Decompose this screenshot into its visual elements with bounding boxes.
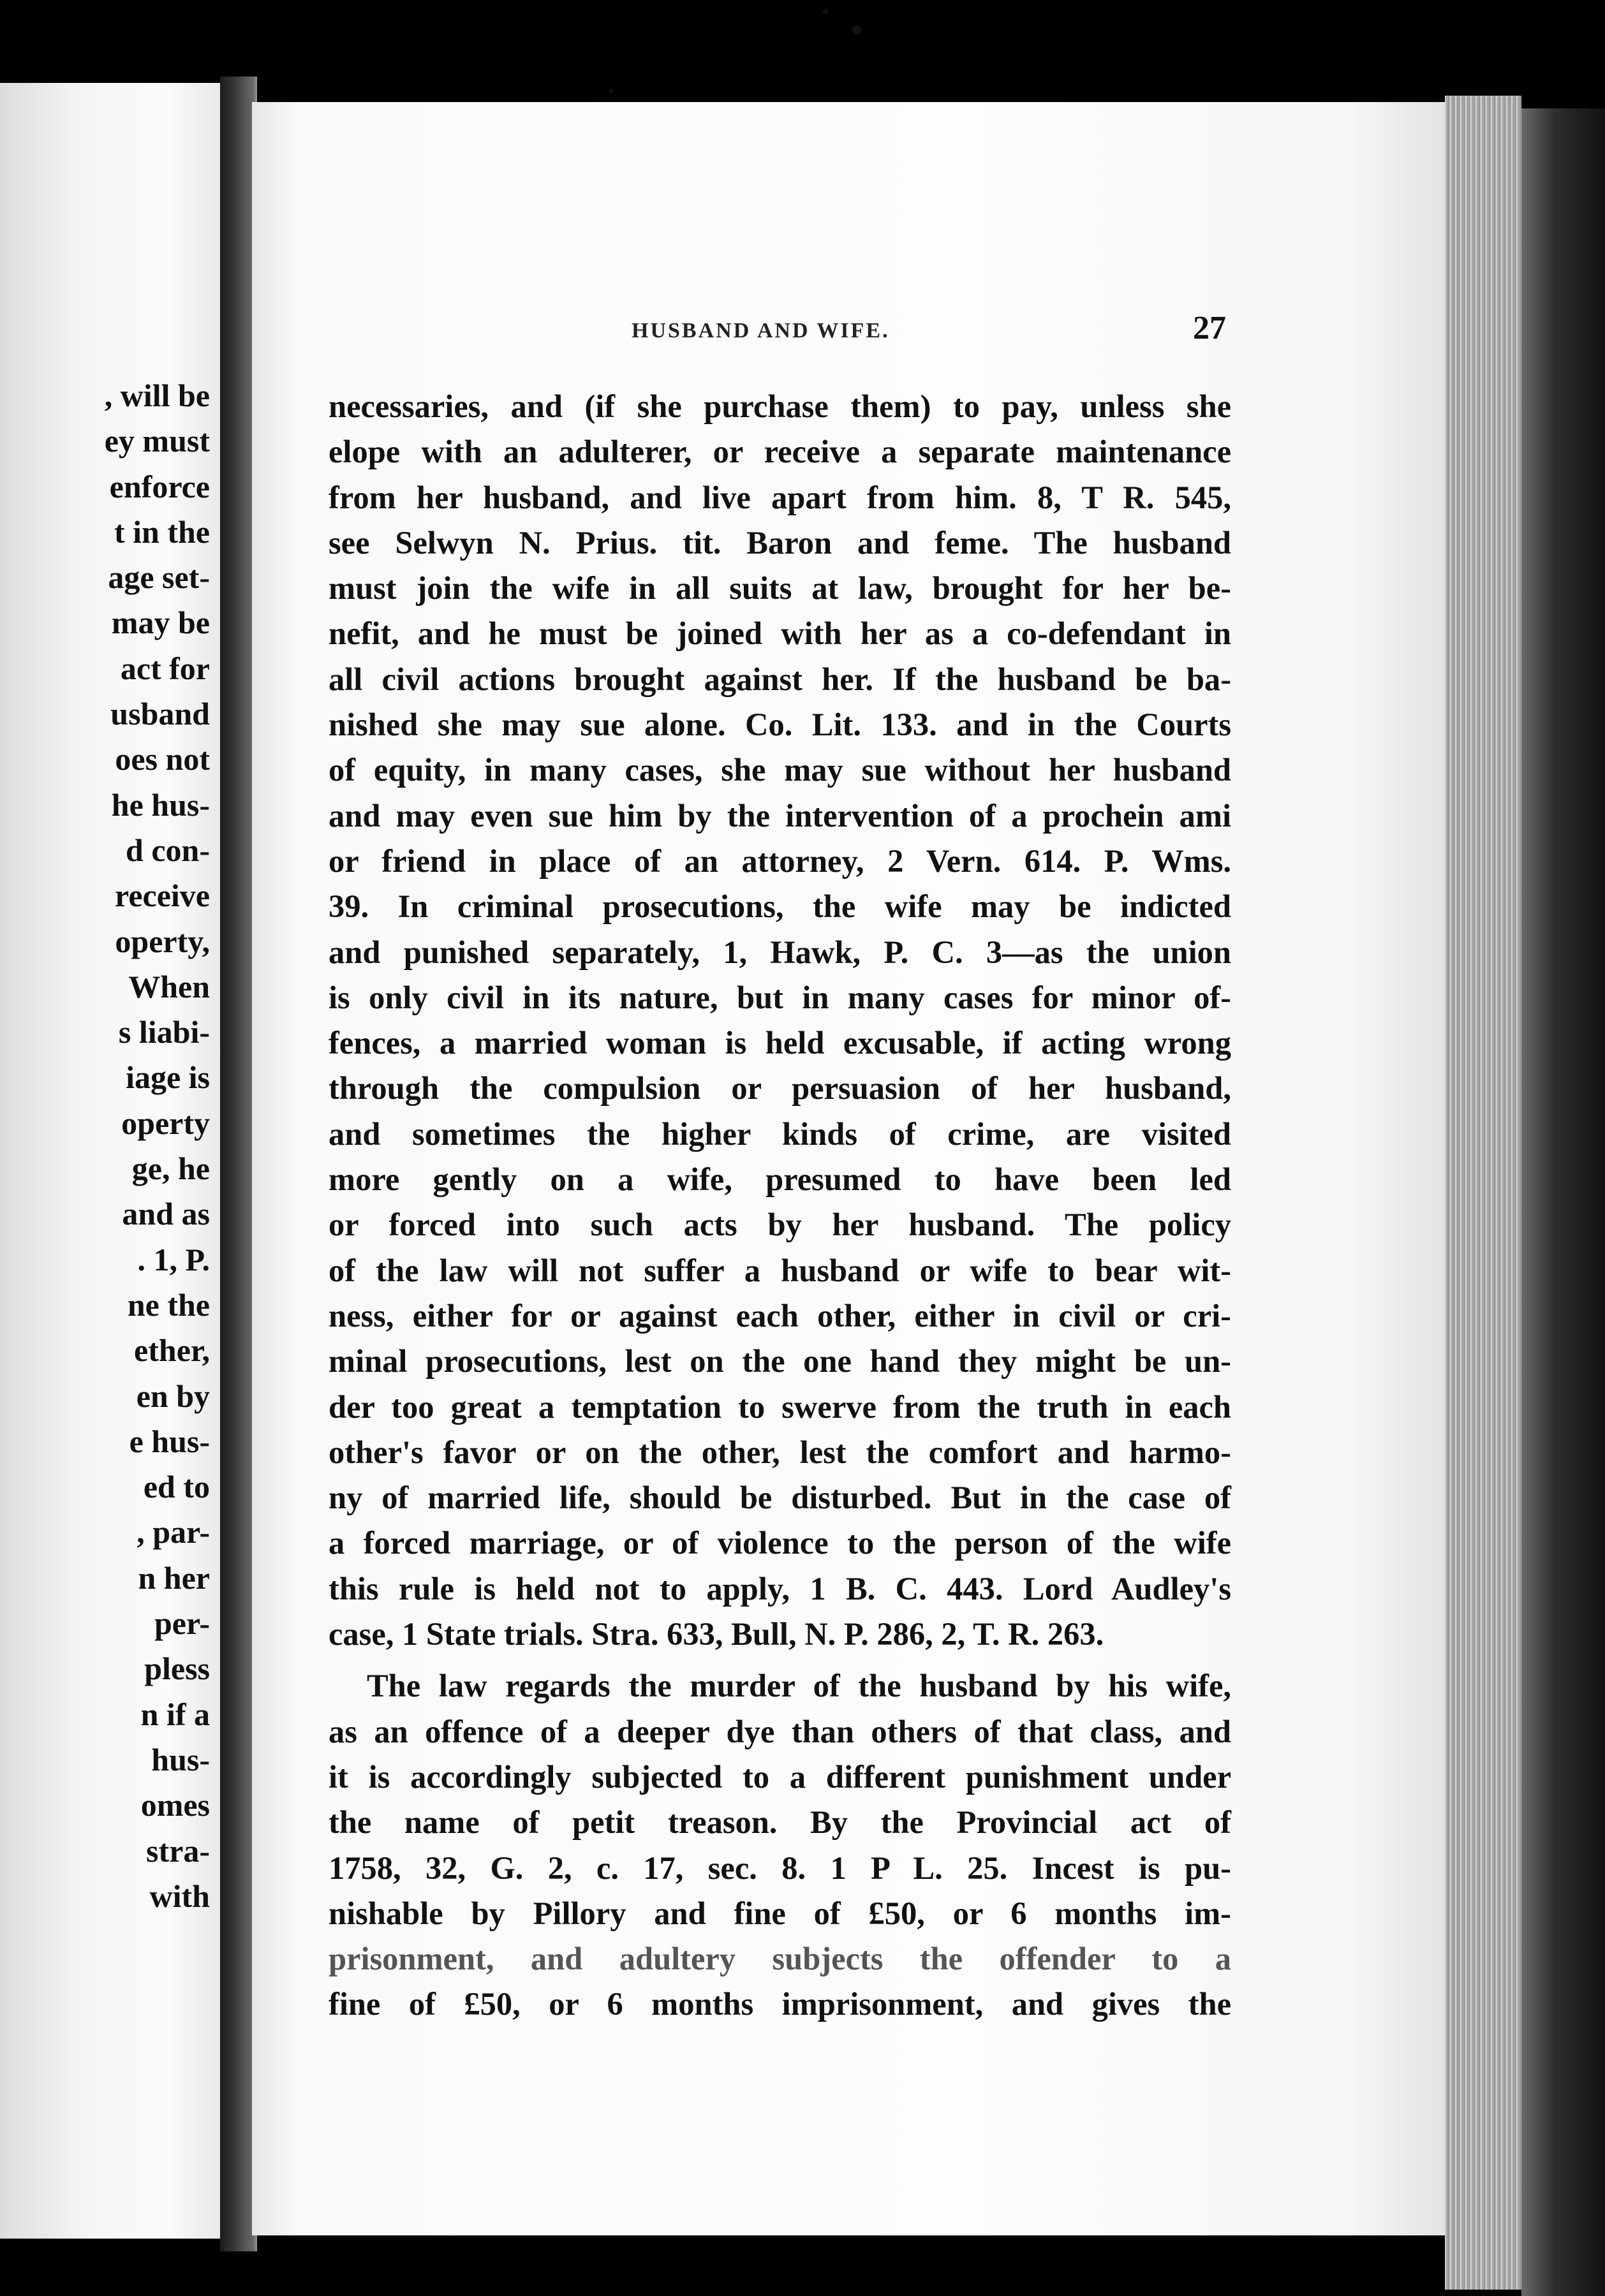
left-page	[0, 83, 223, 2239]
left-page-text	[0, 373, 210, 1919]
left-page-line: stra-	[146, 1832, 210, 1869]
text-line: must join the wife in all suits at law, brought for her be-	[329, 570, 1231, 607]
left-page-line: . 1, P.	[137, 1241, 210, 1277]
text-line: elope with an adulterer, or receive a separate maintenance	[329, 434, 1231, 470]
left-page-line: with	[149, 1878, 210, 1914]
text-line: minal prosecutions, lest on the one hand they might be un-	[329, 1343, 1231, 1380]
text-line: from her husband, and live apart from him. 8, T R. 545,	[329, 479, 1231, 515]
text-line: and may even sue him by the intervention of a prochein ami	[329, 797, 1231, 834]
page-edges	[1445, 96, 1521, 2290]
text-line: case, 1 State trials. Stra. 633, Bull, N. P. 286, 2, T. R. 263.	[329, 1616, 1104, 1652]
left-page-line: hus-	[151, 1741, 210, 1777]
left-page-line: omes	[140, 1787, 210, 1823]
left-page-line: per-	[154, 1605, 210, 1642]
text-line: necessaries, and (if she purchase them) to pay, unless she	[329, 388, 1231, 424]
left-page-line: s liabi-	[118, 1014, 210, 1050]
text-line: ny of married life, should be disturbed. But in the case of	[329, 1480, 1231, 1516]
left-page-line: pless	[144, 1651, 210, 1687]
left-page-line: n her	[138, 1559, 210, 1596]
left-page-line: usband	[110, 696, 210, 732]
left-page-line: operty,	[115, 923, 210, 959]
text-line: of equity, in many cases, she may sue without her husband	[329, 752, 1231, 788]
text-line: other's favor or on the other, lest the comfort and harmo-	[329, 1434, 1231, 1470]
text-line: all civil actions brought against her. If the husband be ba-	[329, 661, 1231, 697]
text-line: more gently on a wife, presumed to have been led	[329, 1161, 1231, 1198]
text-line: prisonment, and adultery subjects the offender to a	[329, 1941, 1231, 1977]
book-edge-shadow	[1521, 108, 1605, 2296]
text-line: see Selwyn N. Prius. tit. Baron and feme. The husband	[329, 524, 1231, 561]
left-page-line: operty	[121, 1105, 210, 1141]
left-page-line: enforce	[109, 468, 210, 504]
text-line: and sometimes the higher kinds of crime, are visited	[329, 1115, 1231, 1152]
left-page-line: ey must	[104, 423, 210, 459]
left-page-line: and as	[122, 1196, 210, 1232]
text-line: ness, either for or against each other, either in civil or cri-	[329, 1297, 1231, 1334]
left-page-line: ge, he	[131, 1151, 210, 1187]
left-page-line: n if a	[140, 1696, 210, 1732]
text-line: der too great a temptation to swerve from the truth in each	[329, 1388, 1231, 1425]
text-line: the name of petit treason. By the Provincial act of	[329, 1804, 1231, 1841]
left-page-line: d con-	[126, 832, 210, 868]
text-line: through the compulsion or persuasion of her husband,	[329, 1070, 1231, 1107]
text-line: 39. In criminal prosecutions, the wife may be indicted	[329, 888, 1231, 925]
left-page-line: When	[128, 968, 210, 1004]
left-page-line: he hus-	[111, 786, 210, 823]
left-page-line: ether,	[134, 1332, 210, 1369]
text-line: this rule is held not to apply, 1 B. C. 443. Lord Audley's	[329, 1570, 1231, 1607]
left-page-line: t in the	[114, 513, 210, 550]
text-line: The law regards the murder of the husband by his wife,	[367, 1668, 1231, 1704]
text-line: or forced into such acts by her husband. The policy	[329, 1207, 1231, 1243]
body-text	[329, 384, 1231, 2027]
running-head: HUSBAND AND WIFE.	[632, 319, 890, 342]
text-line: of the law will not suffer a husband or wife to bear wit-	[329, 1252, 1231, 1288]
left-page-line: , will be	[104, 378, 210, 413]
text-line: nefit, and he must be joined with her as a co-defendant in	[329, 615, 1231, 652]
text-line: is only civil in its nature, but in many cases for minor of-	[329, 979, 1231, 1015]
left-page-line: e hus-	[129, 1423, 210, 1459]
text-line: 1758, 32, G. 2, c. 17, sec. 8. 1 P L. 25. Incest is pu-	[329, 1850, 1231, 1886]
left-page-line: age set-	[108, 559, 210, 596]
scan-speck	[852, 26, 861, 34]
text-line: and punished separately, 1, Hawk, P. C. 3—as the union	[329, 934, 1231, 970]
text-line: fences, a married woman is held excusable, if acting wrong	[329, 1025, 1231, 1061]
left-page-line: ne the	[127, 1286, 210, 1323]
text-line: it is accordingly subjected to a different punishment under	[329, 1758, 1231, 1795]
left-page-line: , par-	[137, 1514, 210, 1550]
text-line: nished she may sue alone. Co. Lit. 133. and in the Courts	[329, 707, 1231, 743]
left-page-line: en by	[136, 1378, 210, 1414]
left-page-line: ed to	[143, 1469, 210, 1505]
left-page-line: act for	[120, 650, 210, 686]
left-page-line: receive	[115, 878, 210, 914]
left-page-line: may be	[111, 605, 210, 641]
left-page-line: oes not	[115, 741, 210, 777]
text-line: or friend in place of an attorney, 2 Vern. 614. P. Wms.	[329, 843, 1231, 879]
text-line: nishable by Pillory and fine of £50, or 6 months im-	[329, 1895, 1231, 1931]
scan-speck	[609, 89, 613, 93]
text-line: fine of £50, or 6 months imprisonment, and gives the	[329, 1986, 1231, 2022]
text-line: a forced marriage, or of violence to the person of the wife	[329, 1525, 1231, 1561]
text-line: as an offence of a deeper dye than others of that class, and	[329, 1713, 1231, 1749]
scan-speck	[823, 9, 828, 14]
left-page-line: iage is	[126, 1059, 210, 1096]
page-number: 27	[1193, 310, 1226, 346]
